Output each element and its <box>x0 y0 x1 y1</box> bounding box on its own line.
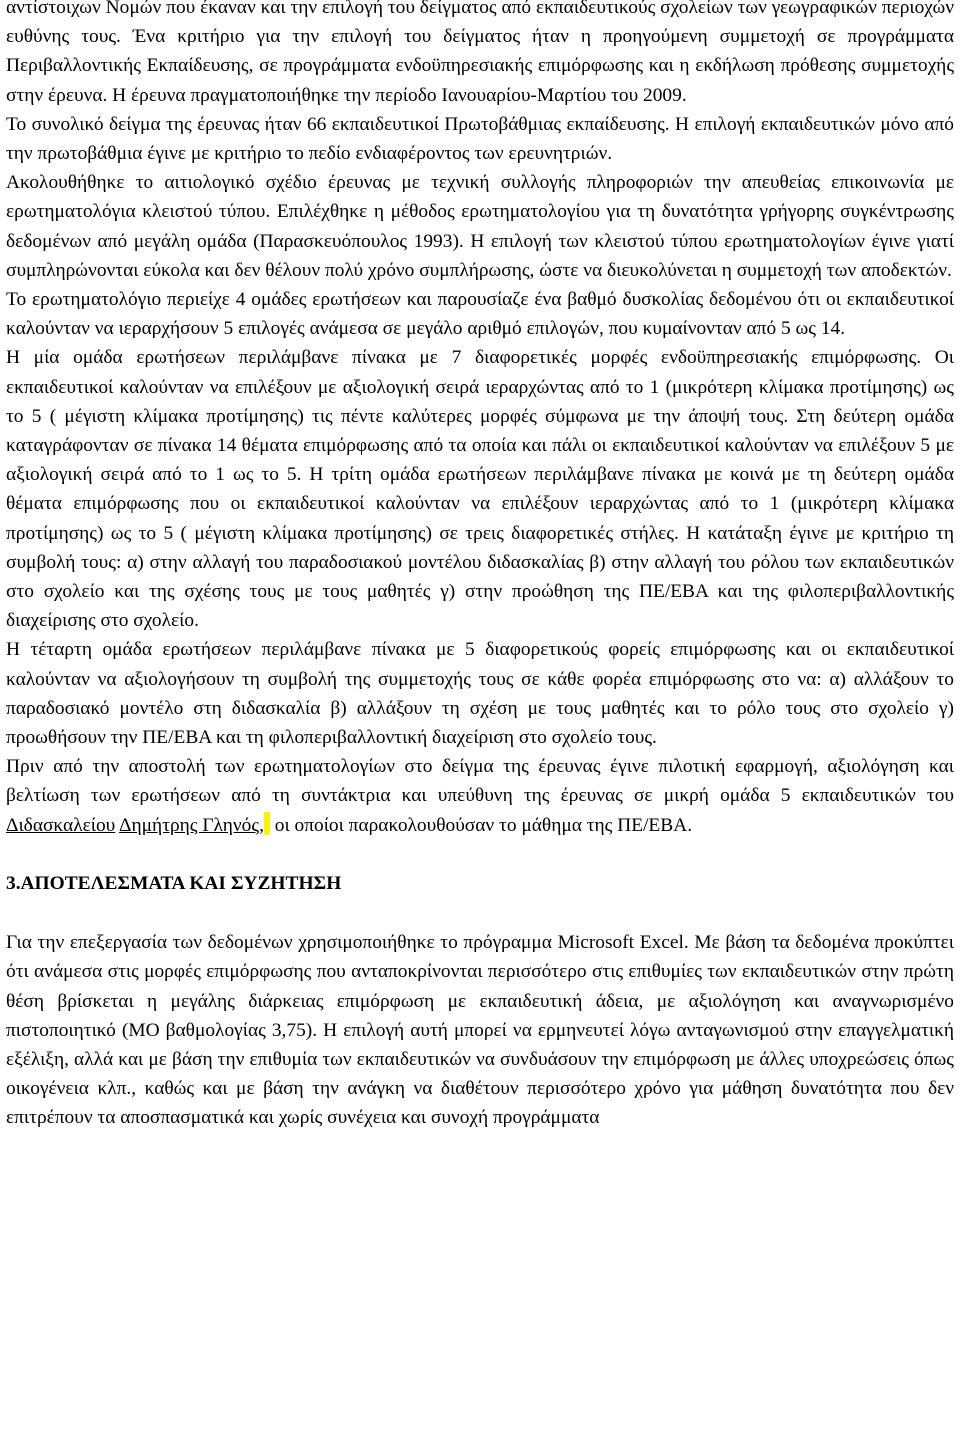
underlined-school-name: Διδασκαλείου <box>6 814 116 836</box>
document-page <box>6 0 954 1133</box>
paragraph-sample-size: Το συνολικό δείγμα της έρευνας ήταν 66 εκπαιδευτικοί Πρωτοβάθμιας εκπαίδευσης. Η επιλογή εκπαιδευτικών μόνο από την πρωτοβάθμια έγινε με κριτήριο το πεδίο ενδιαφέροντος των ερευνητριών. <box>6 113 954 165</box>
paragraph-sample-selection: αντίστοιχων Νομών που έκαναν και την επιλογή του δείγματος από εκπαιδευτικούς σχολείων των γεωγραφικών περιοχών ευθύνης τους. Ένα κριτήριο για την επιλογή του δείγματος ήταν η προηγούμενη συμμετοχή σε προγράμματα Περιβαλλοντικής Εκπαίδευσης, σε προγράμματα ενδοϋπηρεσιακής επιμόρφωσης και η εκδήλωση πρόθεσης συμμετοχής στην έρευνα. Η έρευνα πραγματοποιήθηκε την περίοδο Ιανουαρίου-Μαρτίου του 2009. <box>6 0 954 106</box>
paragraph-pilot-study <box>6 752 954 840</box>
underlined-person-name: Δημήτρης Γληνός <box>119 814 260 836</box>
paragraph-results: Για την επεξεργασία των δεδομένων χρησιμοποιήθηκε το πρόγραμμα Microsoft Excel. Με βάση τα δεδομένα προκύπτει ότι ανάμεσα στις μορφές επιμόρφωσης που ανταποκρίνονται περισσότερο στις επιθυμίες των εκπαιδευτικών στην πρώτη θέση βρίσκεται η μεγάλης διάρκειας επιμόρφωση με εκπαιδευτική άδεια, με αξιολόγηση και αναγνωρισμένο πιστοποιητικό (ΜΟ βαθμολογίας 3,75). Η επιλογή αυτή μπορεί να ερμηνευτεί λόγω ανταγωνισμού στην επαγγελματική εξέλιξη, αλλά και με βάση την επιθυμία των εκπαιδευτικών να συνδυάσουν την επιμόρφωση με άλλες υποχρεώσεις όπως οικογένεια κλπ., καθώς και με βάση την ανάγκη να διαθέτουν περισσότερο χρόνο για μάθηση δυνατότητα που δεν επιτρέπουν τα αποσπασματικά και χωρίς συνέχεια και συνοχή προγράμματα <box>6 932 954 1129</box>
section-heading: 3.ΑΠΟΤΕΛΕΣΜΑΤΑ ΚΑΙ ΣΥΖΗΤΗΣΗ <box>6 872 342 894</box>
pilot-text-start: Πριν από την αποστολή των ερωτηματολογίων στο δείγμα της έρευνας έγινε πιλοτική εφαρμογή, αξιολόγηση και βελτίωση των ερωτήσεων από τη συντάκτρια και υπεύθυνη της έρευνας σε μικρή ομάδα 5 εκπαιδευτικών του <box>6 756 954 807</box>
paragraph-question-groups: Η μία ομάδα ερωτήσεων περιλάμβανε πίνακα με 7 διαφορετικές μορφές ενδοϋπηρεσιακής επιμόρφωσης. Οι εκπαιδευτικοί καλούνταν να επιλέξουν με αξιολογική σειρά ιεραρχώντας από το 1 (μικρότερη κλίμακα προτίμησης) ως το 5 ( μέγιστη κλίμακα προτίμησης) τις πέντε καλύτερες μορφές σύμφωνα με την άποψή τους. Στη δεύτερη ομάδα καταγράφονταν σε πίνακα 14 θέματα επιμόρφωσης από τα οποία και πάλι οι εκπαιδευτικοί καλούνταν να επιλέξουν 5 με αξιολογική σειρά από το 1 ως το 5. Η τρίτη ομάδα ερωτήσεων περιλάμβανε πίνακα με κοινά με τη δεύτερη ομάδα θέματα επιμόρφωσης που οι εκπαιδευτικοί καλούνταν να επιλέξουν ιεραρχώντας από το 1 (μικρότερη κλίμακα προτίμησης) ως το 5 ( μέγιστη κλίμακα προτίμησης) σε τρεις διαφορετικές στήλες. Η κατάταξη έγινε με κριτήριο τη συμβολή τους: α) στην αλλαγή του παραδοσιακού μοντέλου διδασκαλίας β) στην αλλαγή του ρόλου των εκπαιδευτικών στο σχολείο και της σχέσης τους με τους μαθητές γ) στην προώθηση της ΠΕ/ΕΒΑ και της φιλοπεριβαλλοντικής διαχείρισης στο σχολείο. <box>6 347 954 632</box>
pilot-text-end: οι οποίοι παρακολουθούσαν το μάθημα της ΠΕ/ΕΒΑ. <box>269 814 693 836</box>
paragraph-fourth-group: Η τέταρτη ομάδα ερωτήσεων περιλάμβανε πίνακα με 5 διαφορετικούς φορείς επιμόρφωσης και οι εκπαιδευτικοί καλούνταν να αξιολογήσουν τη συμβολή της συμμετοχής τους σε κάθε φορέα επιμόρφωσης στο να: α) αλλάξουν το παραδοσιακό μοντέλο στη διδασκαλία β) αλλάξουν τη σχέση με τους μαθητές και το ρόλο τους στο σχολείο γ) προωθήσουν την ΠΕ/ΕΒΑ και τη φιλοπεριβαλλοντική διαχείριση στο σχολείο τους. <box>6 639 954 749</box>
pilot-comma: , <box>259 814 264 836</box>
paragraph-questionnaire-structure: Το ερωτηματολόγιο περιείχε 4 ομάδες ερωτήσεων και παρουσίαζε ένα βαθμό δυσκολίας δεδομένου ότι οι εκπαιδευτικοί καλούνταν να ιεραρχήσουν 5 επιλογές ανάμεσα σε μεγάλο αριθμό επιλογών, που κυμαίνονταν από 5 ως 14. <box>6 289 954 340</box>
paragraph-research-design: Ακολουθήθηκε το αιτιολογικό σχέδιο έρευνας με τεχνική συλλογής πληροφοριών την απευθείας επικοινωνία με ερωτηματολόγια κλειστού τύπου. Επιλέχθηκε η μέθοδος ερωτηματολογίου για τη δυνατότητα γρήγορης συγκέντρωσης δεδομένων από μεγάλη ομάδα (Παρασκευόπουλος 1993). Η επιλογή των κλειστού τύπου ερωτηματολογίων έγινε γιατί συμπληρώνονται εύκολα και δεν θέλουν πολύ χρόνο συμπλήρωσης, ώστε να διευκολύνεται η συμμετοχή των αποδεκτών. <box>6 172 954 281</box>
